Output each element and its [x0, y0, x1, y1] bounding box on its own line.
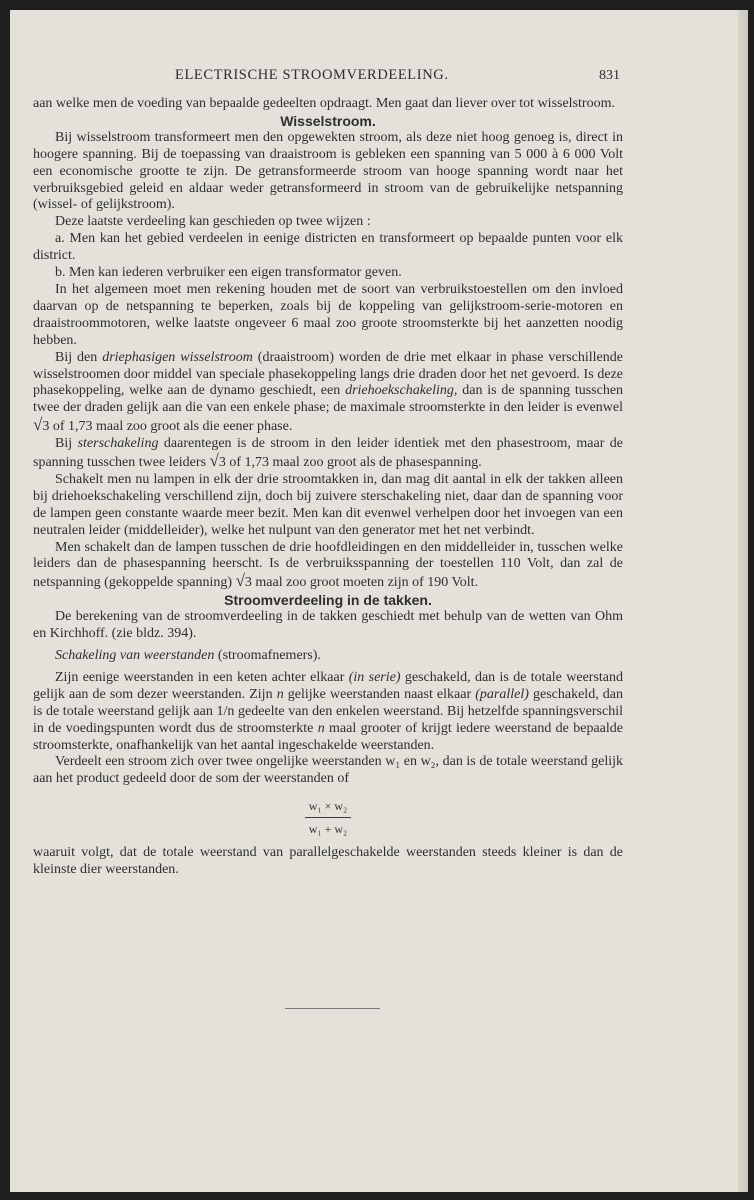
text-run: geschakeld, dan is de totale weerstand gelijk aan de som dezer weerstanden. Zijn [33, 669, 623, 702]
paragraph-wisselstroom: Bij wisselstroom transformeert men den opgewekten stroom, als deze niet hoog genoeg is, direct in hoogere spanning. Bij de toepassing van draaistroom is gebleken een spanning van 5 000 à 6 000 Volt een economische grootte te zijn. De getransformeerde stroom van hooge spanning wordt naar het verbruiksgebied geleid en aldaar weder getransformeerd in stroom van de gebruikelijke netspanning (wissel- of gelijkstroom). [33, 129, 623, 213]
paragraph-two-ways: Deze laatste verdeeling kan geschieden op twee wijzen : [55, 214, 371, 230]
term-sterschakeling: sterschakeling [77, 436, 159, 452]
running-header [10, 67, 748, 87]
text-run: 3 of 1,73 maal zoo groot als die eener phase. [42, 419, 293, 435]
section-heading-wisselstroom: Wisselstroom. [280, 112, 376, 129]
term-driephasigen: driephasigen wisselstroom [102, 349, 253, 365]
term-in-serie: (in serie) [348, 669, 401, 685]
text-run: 3 maal zoo groot moeten zijn of 190 Volt. [244, 575, 479, 591]
end-rule [285, 1008, 380, 1009]
sqrt-symbol: √ [33, 415, 43, 435]
paragraph-schakeling-heading [33, 648, 623, 665]
paragraph-general: In het algemeen moet men rekening houden met de soort van verbruikstoestellen om den invloed daarvan op de netspanning te beperken, zoals bij de koppeling van gelijkstroom-serie-motoren en draaistroommotoren, welke laatste ongeveer 6 maal zoo groote stroomsterkte bij het aanzetten noodig hebben. [33, 281, 623, 348]
running-title: ELECTRISCHE STROOMVERDEELING. [175, 67, 449, 83]
term-schakeling-van-weerstanden: Schakeling van weerstanden [55, 648, 215, 663]
paragraph-lampen: Schakelt men nu lampen in elk der drie stroomtakken in, dan mag dit aantal in elk der takken alleen bij driehoekschakeling verschillend zijn, doch bij zuivere sterschakeling niet, daar dan de spanning voor de lampen geen constante waarde meer bezit. Men kan dit evenwel verhelpen door het invoegen van een neutralen leider (middelleider), welke het nulpunt van den generator met het net verbindt. [33, 471, 623, 538]
page-body [33, 96, 623, 879]
page-spine-shadow [738, 10, 748, 1192]
text-run: 3 of 1,73 maal zoo groot als de phasespanning. [218, 455, 482, 471]
paragraph-middelleider [33, 540, 623, 593]
text-run: maal grooter of krijgt iedere weerstand de bepaalde stroomsterkte, onafhankelijk van het aantal ingeschakelde weerstanden. [33, 720, 623, 753]
page-number: 831 [599, 68, 620, 83]
paragraph-berekening: De berekening van de stroomverdeeling in de takken geschiedt met behulp van de wetten van Ohm en Kirchhoff. (zie bldz. 394). [33, 609, 623, 642]
var-n: n [317, 720, 325, 736]
paragraph-serie-parallel [33, 670, 623, 755]
term-parallel: (parallel) [475, 686, 529, 702]
list-item-a: a. Men kan het gebied verdeelen in eenige districten en transformeert op bepaalde punten voor elk district. [33, 231, 623, 264]
list-item-b: b. Men kan iederen verbruiker een eigen transformator geven. [55, 265, 402, 281]
paragraph-driephasig [33, 350, 623, 437]
paragraph-sterschakeling [33, 436, 623, 472]
text-run: Bij [55, 436, 73, 452]
formula-parallel-resistance [33, 798, 623, 839]
paragraph-intro: aan welke men de voeding van bepaalde gedeelten opdraagt. Men gaat dan liever over tot wisselstroom. [33, 96, 615, 111]
paragraph-conclusion: waaruit volgt, dat de totale weerstand van parallelgeschakelde weerstanden steeds kleiner is dan de kleinste dier weerstanden. [33, 845, 623, 877]
text-run: (draaistroom) worden de drie met elkaar in phase verschillende wisselstroomen door middel van speciale phasekoppeling langs drie draden door het net gevoerd. Is deze phasekoppeling, welke aan de dynamo geschiedt, een [33, 349, 623, 399]
sqrt-symbol: √ [235, 571, 245, 591]
paragraph-ongelijke-weerstanden: Verdeelt een stroom zich over twee ongelijke weerstanden w₁ en w₂, dan is de totale weerstand gelijk aan het product gedeeld door de som der weerstanden of [33, 754, 623, 787]
text-run: dan is de spanning tusschen twee der draden gelijk aan die van een enkele phase; de maximale stroomsterkte in den leider is evenwel [33, 383, 624, 416]
var-n: n [276, 686, 284, 702]
text-run: (stroomafnemers). [217, 648, 321, 663]
text-run: geschakeld, dan is de totale weerstand gelijk aan 1/n gedeelte van den enkelen weerstand. Bij hetzelfde spanningsverschil in de voedingspunten wordt dus de stroomsterkte [33, 686, 624, 736]
formula-denominator: w₁ + w₂ [308, 822, 348, 837]
term-driehoekschakeling: driehoekschakeling, [345, 383, 458, 399]
text-run: Men schakelt dan de lampen tusschen de drie hoofdleidingen en den middelleider in, tusschen welke leiders dan de phasespanning heerscht. Is de verbruiksspanning der toestellen 110 Volt, dan zal de netspanning (gekoppelde spanning) [33, 539, 623, 591]
section-heading-stroomverdeeling: Stroomverdeeling in de takken. [224, 592, 432, 609]
sqrt-symbol: √ [209, 451, 219, 471]
book-page [10, 10, 748, 1192]
formula-numerator: w₁ × w₂ [305, 798, 351, 818]
text-run: Zijn eenige weerstanden in een keten achter elkaar [55, 669, 345, 685]
text-run: gelijke weerstanden naast elkaar [287, 686, 472, 702]
text-run: daarentegen is de stroom in den leider identiek met den phasestroom, maar de spanning tusschen twee leiders [33, 436, 624, 471]
text-run: Bij den [55, 349, 98, 365]
